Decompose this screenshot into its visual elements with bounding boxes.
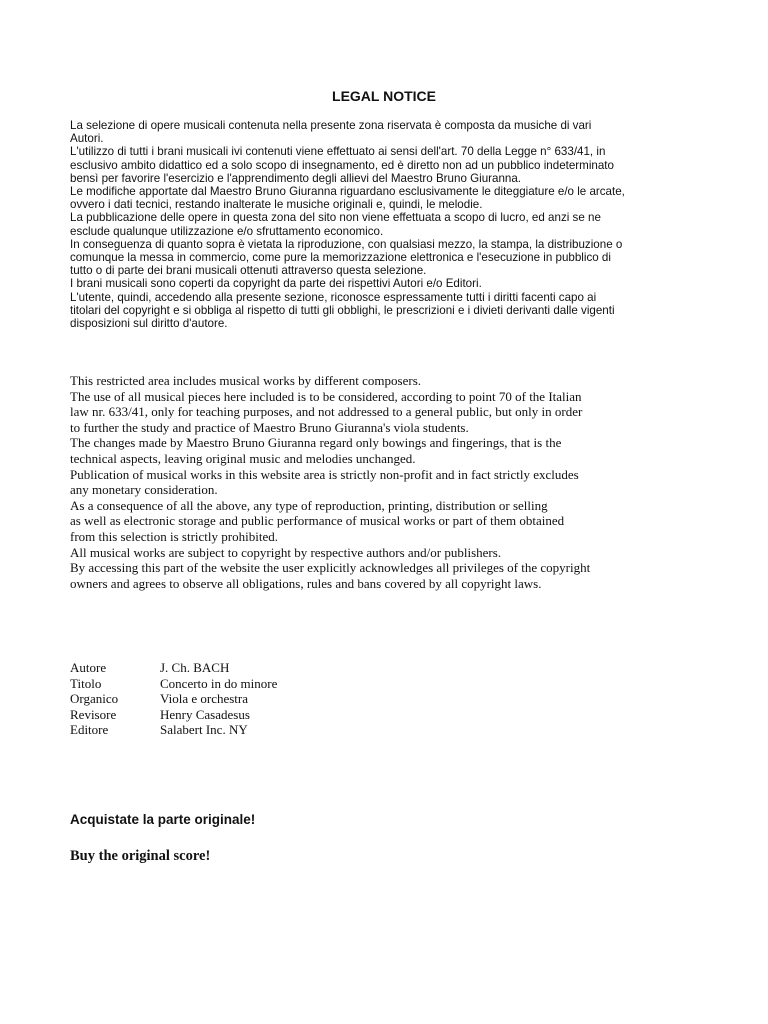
work-info-label: Organico [70, 691, 119, 707]
work-info-value: Viola e orchestra [160, 691, 249, 707]
work-info-label: Titolo [70, 675, 102, 691]
work-info-label: Editore [70, 722, 109, 738]
work-info-row [70, 707, 277, 723]
work-info-label: Autore [70, 660, 107, 675]
english-paragraph: The use of all musical pieces here included is to be considered, according to point 70 of the Italian law nr. 633/41, only for teaching purposes, and not addressed to a general public, but only in order to further the study and practice of Maestro Bruno Giuranna's viola students. [70, 388, 583, 435]
english-paragraph: By accessing this part of the website the user explicitly acknowledges all privileges of the copyright owners and agrees to observe all obligations, rules and bans covered by all copyright laws. [70, 560, 591, 591]
english-paragraph: Publication of musical works in this website area is strictly non-profit and in fact strictly excludes any monetary consideration. [70, 466, 579, 498]
italian-paragraph: La selezione di opere musicali contenuta nella presente zona riservata è composta da musiche di vari Autori. [70, 119, 592, 146]
english-notice [70, 373, 690, 591]
italian-notice [70, 119, 710, 330]
buy-original-english: Buy the original score! [70, 848, 211, 864]
work-info-row [70, 691, 277, 707]
work-info-label: Revisore [70, 706, 117, 722]
italian-paragraph: I brani musicali sono coperti da copyright da parte dei rispettivi Autori e/o Editori. [70, 277, 482, 291]
work-info-value: Salabert Inc. NY [160, 722, 248, 738]
english-paragraph: The changes made by Maestro Bruno Giuranna regard only bowings and fingerings, that is the technical aspects, leaving original music and melodies unchanged. [70, 435, 562, 466]
work-info-value: Henry Casadesus [160, 706, 250, 722]
italian-paragraph: In conseguenza di quanto sopra è vietata la riproduzione, con qualsiasi mezzo, la stampa, la distribuzione o comunque la messa in commercio, come pure la memorizzazione elettronica e l'esecuzione in pubblico di tutto o di parte dei brani musicali ottenuti attraverso questa selezione. [70, 237, 623, 278]
italian-paragraph: Le modifiche apportate dal Maestro Bruno Giuranna riguardano esclusivamente le diteggiature e/o le arcate, ovvero i dati tecnici, restando inalterate le musiche originali e, quindi, le melodie. [70, 185, 625, 212]
work-info-row [70, 722, 277, 738]
work-info-row [70, 676, 277, 692]
italian-paragraph: L'utilizzo di tutti i brani musicali ivi contenuti viene effettuato ai sensi dell'art. 70 della Legge n° 633/41, in esclusivo ambito didattico ed a solo scopo di insegnamento, ed è diretto non ad un pubblico indeterminato bensì per favorire l'esercizio e l'apprendimento degli allievi del Maestro Bruno Giuranna. [70, 145, 614, 185]
italian-paragraph: La pubblicazione delle opere in questa zona del sito non viene effettuata a scopo di lucro, ed anzi se ne esclude qualunque utilizzazione e/o sfruttamento economico. [70, 211, 601, 238]
page-title: LEGAL NOTICE [332, 88, 436, 104]
english-paragraph: As a consequence of all the above, any type of reproduction, printing, distribution or selling as well as electronic storage and public performance of musical works or part of them obtained from this selection is strictly prohibited. [70, 497, 565, 544]
english-paragraph: This restricted area includes musical works by different composers. [70, 373, 422, 388]
work-info-row [70, 660, 277, 676]
work-info-value: J. Ch. BACH [160, 660, 230, 675]
buy-original-italian: Acquistate la parte originale! [70, 812, 256, 827]
work-info-value: Concerto in do minore [160, 675, 278, 691]
english-paragraph: All musical works are subject to copyright by respective authors and/or publishers. [70, 544, 502, 560]
work-info-table [70, 660, 277, 738]
italian-paragraph: L'utente, quindi, accedendo alla presente sezione, riconosce espressamente tutti i diritti facenti capo ai titolari del copyright e si obbliga al rispetto di tutti gli obblighi, le prescrizioni e i divieti derivanti dalle vigenti disposizioni sul diritto d'autore. [70, 290, 615, 331]
